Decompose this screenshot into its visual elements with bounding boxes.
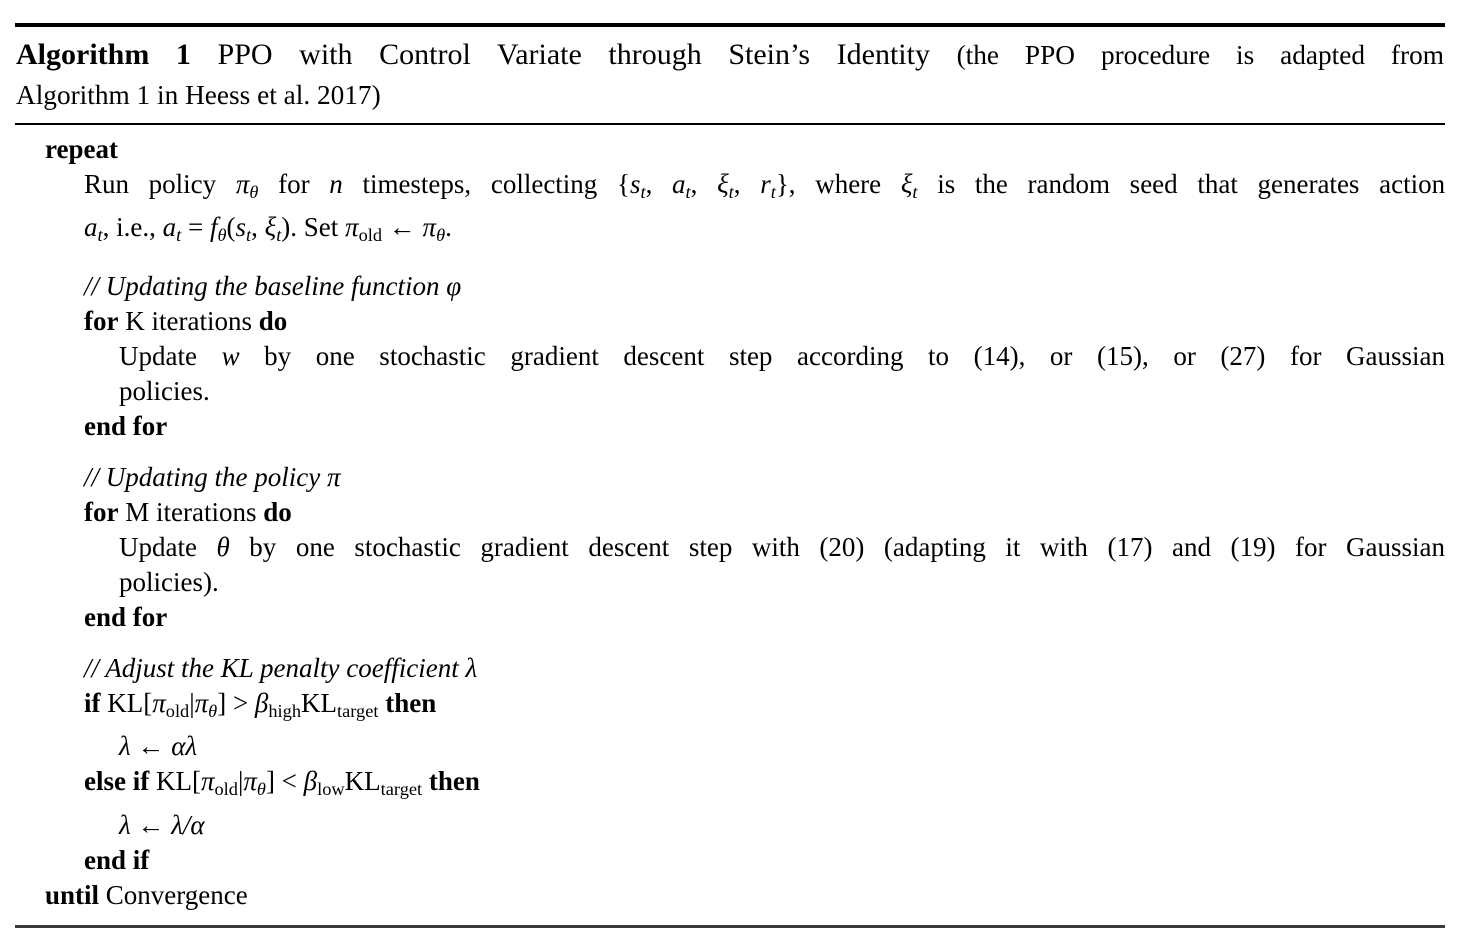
text-segment: for: [84, 306, 119, 337]
text-segment: do: [263, 497, 292, 528]
text-segment: π: [152, 688, 166, 719]
text-segment: target: [380, 779, 423, 800]
text-segment: s: [235, 212, 247, 243]
line-else-if-kl-low: [15, 764, 1445, 807]
text-segment: K iterations: [118, 306, 259, 337]
text-segment: Update: [119, 532, 217, 563]
text-segment: end for: [84, 411, 168, 442]
text-segment: θ: [208, 701, 218, 722]
comment-kl-penalty: [15, 651, 1445, 686]
text-segment: π: [194, 688, 209, 719]
text-segment: t: [176, 225, 182, 246]
text-segment: old: [358, 225, 383, 246]
text-segment: PPO with Control Variate through Stein’s Identity: [190, 38, 957, 71]
line-lambda-decrease: [15, 808, 1445, 843]
algorithm-title: [0, 27, 1460, 123]
text-segment: t: [685, 182, 691, 203]
text-segment: π: [243, 766, 257, 797]
text-segment: old: [214, 779, 238, 800]
text-segment: Convergence: [99, 879, 248, 910]
text-segment: is the random seed that generates action: [917, 169, 1446, 199]
text-segment: π: [422, 212, 437, 243]
line-run-policy: [15, 167, 1445, 210]
text-segment: [422, 766, 429, 796]
text-segment: π: [345, 212, 359, 243]
text-segment: until: [45, 879, 100, 910]
text-segment: t: [276, 225, 282, 246]
text-segment: θ: [436, 225, 446, 246]
text-segment: ] >: [217, 688, 255, 719]
text-segment: KL: [301, 688, 338, 719]
text-segment: ,: [733, 169, 761, 199]
text-segment: a: [84, 212, 98, 243]
text-segment: then: [385, 688, 437, 719]
text-segment: t: [97, 225, 103, 246]
text-segment: π: [200, 766, 215, 797]
text-segment: |: [189, 688, 195, 719]
text-segment: θ: [216, 532, 230, 563]
text-segment: end for: [84, 602, 168, 633]
text-segment: ,: [251, 212, 265, 243]
text-segment: then: [428, 766, 480, 797]
text-segment: .: [445, 212, 452, 243]
line-update-w: [15, 339, 1445, 374]
text-segment: policies.: [119, 376, 210, 407]
text-segment: ←: [130, 731, 172, 762]
text-segment: a: [672, 169, 686, 199]
text-segment: ,: [645, 169, 673, 199]
text-segment: timesteps, collecting: [342, 169, 617, 199]
text-segment: Algorithm 1 in Heess et al. 2017): [16, 80, 381, 110]
text-segment: ξ: [264, 212, 277, 243]
line-until-convergence: [15, 878, 1445, 913]
text-segment: t: [770, 182, 776, 203]
line-set-pi-old: [15, 210, 1445, 253]
line-end-for-1: [15, 409, 1445, 444]
text-segment: for: [84, 497, 119, 528]
text-segment: β: [303, 766, 318, 797]
text-segment: high: [268, 701, 302, 722]
text-segment: // Updating the policy π: [84, 462, 341, 493]
text-segment: ξ: [717, 169, 729, 199]
text-segment: t: [640, 182, 646, 203]
line-end-if: [15, 843, 1445, 878]
text-segment: αλ: [171, 731, 198, 762]
algorithm-body: [0, 125, 1460, 925]
text-segment: // Adjust the KL penalty coefficient λ: [84, 653, 478, 684]
text-segment: {: [617, 169, 630, 199]
text-segment: by one stochastic gradient descent step according to (14), or (15), or (27) for Gaussian: [239, 341, 1446, 372]
text-segment: KL[: [149, 766, 201, 797]
text-segment: π: [235, 169, 250, 199]
text-segment: target: [337, 701, 379, 722]
text-segment: KL[: [100, 688, 153, 719]
text-segment: M iterations: [118, 497, 264, 528]
text-segment: ξ: [900, 169, 913, 199]
text-segment: θ: [217, 225, 227, 246]
text-segment: a: [162, 212, 177, 243]
line-update-theta: [15, 530, 1445, 565]
text-segment: λ/α: [171, 809, 205, 840]
text-segment: else if: [84, 766, 150, 797]
text-segment: , i.e.,: [102, 212, 163, 243]
text-segment: (: [226, 212, 236, 243]
text-segment: =: [181, 212, 210, 243]
comment-baseline: [15, 269, 1445, 304]
text-segment: f: [209, 212, 218, 243]
text-segment: β: [254, 688, 269, 719]
text-segment: |: [237, 766, 244, 797]
comment-policy: [15, 460, 1445, 495]
text-segment: Run policy: [84, 169, 236, 199]
title-line-2: [16, 75, 1444, 115]
text-segment: λ: [119, 731, 131, 762]
bottom-rule: [15, 925, 1445, 928]
text-segment: for: [258, 169, 330, 199]
text-segment: do: [258, 306, 288, 337]
title-line-1: [16, 35, 1444, 75]
line-if-kl-high: [15, 686, 1445, 729]
text-segment: λ: [119, 809, 131, 840]
text-segment: θ: [256, 779, 266, 800]
line-for-m: [15, 495, 1445, 530]
text-segment: // Updating the baseline function φ: [84, 271, 462, 302]
text-segment: Algorithm 1: [16, 38, 191, 71]
text-segment: by one stochastic gradient descent step with (20) (adapting it with (17) and (19) for Gaussian: [229, 532, 1445, 563]
text-segment: ←: [382, 212, 423, 243]
text-segment: t: [246, 225, 252, 246]
text-segment: θ: [249, 182, 259, 203]
line-end-for-2: [15, 600, 1445, 635]
line-policies-paren: [15, 565, 1445, 600]
text-segment: r: [760, 169, 771, 199]
line-policies-period: [15, 374, 1445, 409]
text-segment: end if: [84, 844, 150, 875]
text-segment: t: [912, 182, 918, 203]
text-segment: }, where: [775, 169, 901, 199]
text-segment: ←: [130, 809, 172, 840]
text-segment: n: [329, 169, 343, 199]
text-segment: Update: [119, 341, 222, 372]
text-segment: t: [728, 182, 734, 203]
text-segment: old: [165, 701, 190, 722]
text-segment: if: [84, 688, 101, 719]
line-for-k: [15, 304, 1445, 339]
text-segment: (the PPO procedure is adapted from: [956, 40, 1444, 70]
text-segment: KL: [344, 766, 381, 797]
text-segment: ] <: [265, 766, 304, 797]
text-segment: ). Set: [281, 212, 346, 243]
text-segment: w: [221, 341, 240, 372]
line-repeat: [15, 132, 1445, 167]
text-segment: policies).: [119, 567, 219, 598]
line-lambda-increase: [15, 729, 1445, 764]
text-segment: low: [317, 779, 345, 800]
text-segment: ,: [690, 169, 718, 199]
text-segment: s: [629, 169, 641, 199]
text-segment: repeat: [45, 134, 118, 164]
